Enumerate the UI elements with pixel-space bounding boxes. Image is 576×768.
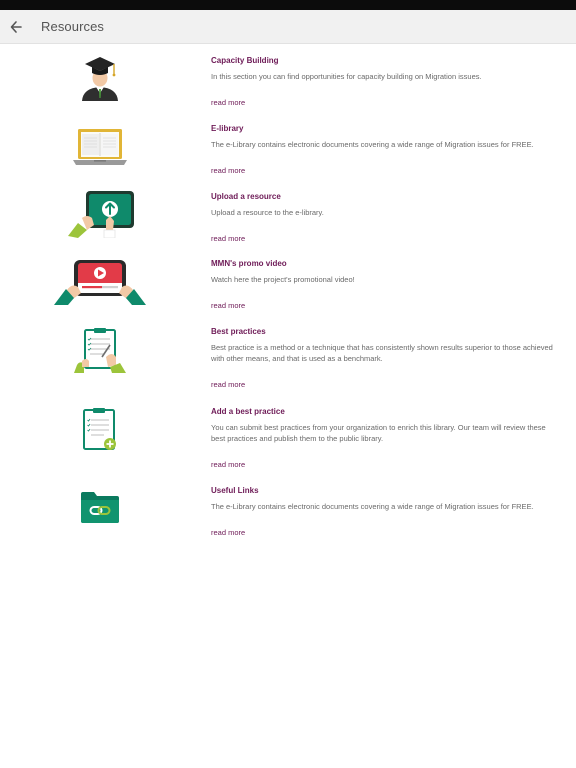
item-title: Best practices: [211, 327, 266, 336]
item-text: [211, 486, 561, 540]
back-button[interactable]: [8, 17, 26, 37]
item-title: Add a best practice: [211, 407, 285, 416]
item-title: E-library: [211, 124, 244, 133]
item-text: [211, 192, 561, 246]
item-text: [211, 327, 561, 392]
arrow-left-icon: [8, 17, 26, 37]
item-description: Best practice is a method or a technique that has consistently shown results superior to those achieved with other means, and that is used as a benchmark.: [211, 343, 553, 363]
item-description: The e-Library contains electronic documents covering a wide range of Migration issues for FREE.: [211, 140, 534, 149]
item-text: [211, 56, 561, 110]
status-bar: [0, 0, 576, 10]
item-text: [211, 259, 561, 313]
item-title: Capacity Building: [211, 56, 279, 65]
item-description: You can submit best practices from your organization to enrich this library. Our team will review these best practices and publish them to the public library.: [211, 423, 546, 443]
read-more-link[interactable]: read more: [211, 234, 246, 243]
item-description: The e-Library contains electronic documents covering a wide range of Migration issues for FREE.: [211, 502, 534, 511]
read-more-link[interactable]: read more: [211, 301, 246, 310]
laptop-book-icon: [72, 127, 128, 167]
read-more-link[interactable]: read more: [211, 528, 246, 537]
item-text: [211, 124, 561, 178]
item-title: Upload a resource: [211, 192, 281, 201]
item-text: [211, 407, 561, 472]
read-more-link[interactable]: read more: [211, 380, 246, 389]
video-player-icon: [54, 257, 146, 305]
read-more-link[interactable]: read more: [211, 98, 246, 107]
clipboard-hand-icon: [72, 327, 128, 373]
page-title: Resources: [41, 19, 105, 34]
upload-tablet-icon: [66, 190, 136, 238]
item-description: Upload a resource to the e-library.: [211, 208, 324, 217]
app-bar: [0, 10, 576, 44]
item-description: Watch here the project's promotional video!: [211, 275, 355, 284]
folder-link-icon: [80, 490, 120, 524]
item-title: Useful Links: [211, 486, 259, 495]
read-more-link[interactable]: read more: [211, 460, 246, 469]
read-more-link[interactable]: read more: [211, 166, 246, 175]
graduation-cap-icon: [80, 54, 120, 102]
clipboard-add-icon: [80, 407, 120, 453]
item-title: MMN's promo video: [211, 259, 287, 268]
item-description: In this section you can find opportunities for capacity building on Migration issues.: [211, 72, 482, 81]
